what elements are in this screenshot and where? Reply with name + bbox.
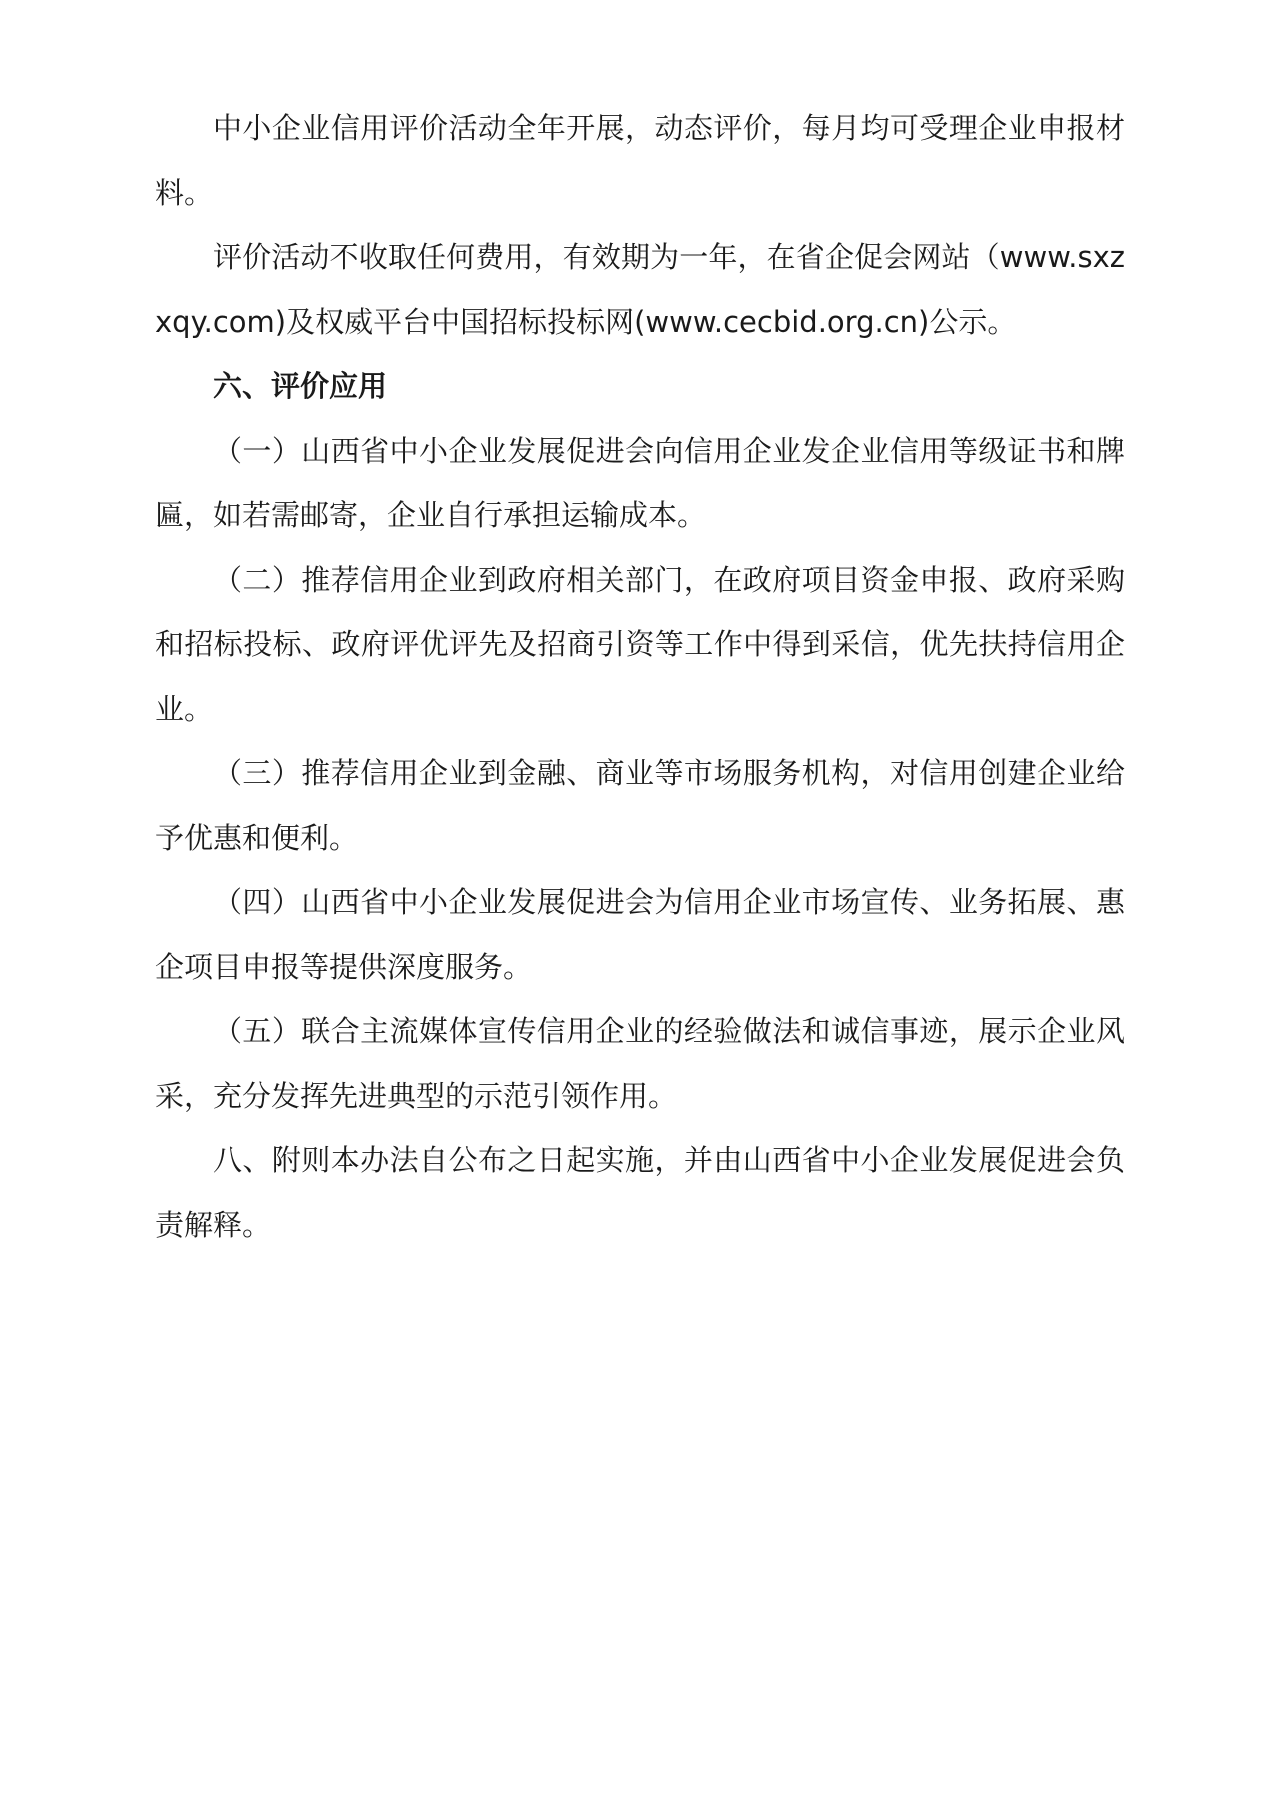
document-body	[155, 96, 1125, 1257]
paragraph-item-4: （四）山西省中小企业发展促进会为信用企业市场宣传、业务拓展、惠企项目申报等提供深度服务。	[155, 885, 1125, 984]
section-heading: 六、评价应用	[213, 369, 388, 403]
paragraph-item-1: （一）山西省中小企业发展促进会向信用企业发企业信用等级证书和牌匾，如若需邮寄，企业自行承担运输成本。	[155, 433, 1125, 532]
paragraph-2: 评价活动不收取任何费用，有效期为一年，在省企促会网站（www.sxzxqy.com)及权威平台中国招标投标网(www.cecbid.org.cn)公示。	[155, 240, 1125, 339]
paragraph-item-5: （五）联合主流媒体宣传信用企业的经验做法和诚信事迹，展示企业风采，充分发挥先进典型的示范引领作用。	[155, 1014, 1125, 1113]
paragraph-1: 中小企业信用评价活动全年开展，动态评价，每月均可受理企业申报材料。	[155, 111, 1125, 210]
paragraph-item-2: （二）推荐信用企业到政府相关部门，在政府项目资金申报、政府采购和招标投标、政府评优评先及招商引资等工作中得到采信，优先扶持信用企业。	[155, 562, 1125, 726]
paragraph-item-3: （三）推荐信用企业到金融、商业等市场服务机构，对信用创建企业给予优惠和便利。	[155, 756, 1125, 855]
paragraph-appendix: 八、附则本办法自公布之日起实施，并由山西省中小企业发展促进会负责解释。	[155, 1143, 1125, 1242]
